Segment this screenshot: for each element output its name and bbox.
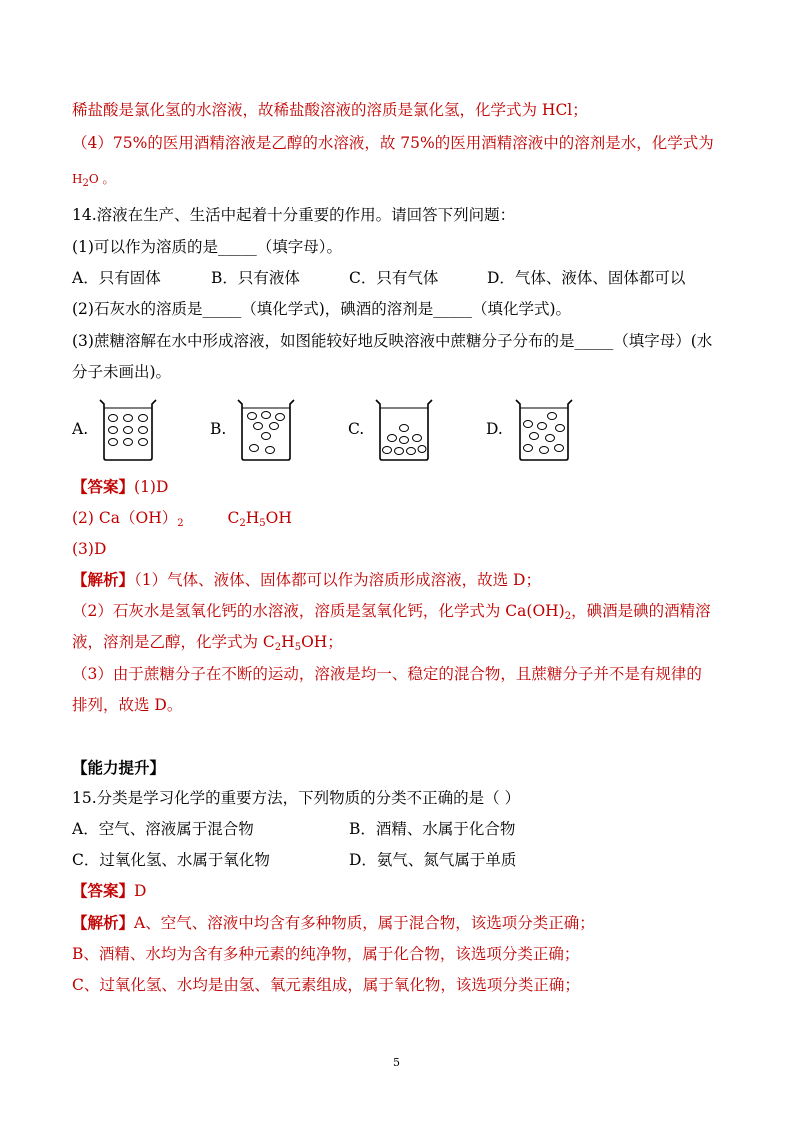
formula-sub: 2: [82, 178, 89, 189]
q14-part3-line2: 分子未画出)。: [72, 363, 172, 381]
q14-part2: (2)石灰水的溶质是_____（填化学式)，碘酒的溶剂是_____（填化学式)。: [72, 300, 572, 318]
q14-option-b: B．只有液体: [211, 269, 300, 287]
q14-analysis-line1: [72, 570, 541, 590]
page-number: 5: [393, 1056, 400, 1069]
prev-answer-line1: 稀盐酸是氯化氢的水溶液，故稀盐酸溶液的溶质是氯化氢，化学式为 HCl；: [72, 101, 588, 119]
q15-option-c: C．过氧化氢、水属于氧化物: [72, 851, 270, 869]
formula-o: O 。: [88, 172, 115, 186]
beaker-label-c: C.: [348, 420, 365, 438]
beaker-c-icon: [374, 398, 434, 462]
q15-option-b: B．酒精、水属于化合物: [349, 820, 516, 838]
beaker-d: [514, 398, 574, 462]
beaker-b-icon: [236, 398, 296, 462]
q14-part1: (1)可以作为溶质的是_____（填字母）。: [72, 238, 342, 256]
q15-analysis-line2: B、酒精、水均为含有多种元素的纯净物，属于化合物，该选项分类正确；: [72, 945, 580, 963]
formula-h: H: [72, 172, 83, 186]
q15-option-d: D．氨气、氮气属于单质: [349, 851, 517, 869]
analysis-1: （1）气体、液体、固体都可以作为溶质形成溶液，故选 D；: [134, 571, 541, 589]
q14-part3-line1: (3)蔗糖溶解在水中形成溶液，如图能较好地反映溶液中蔗糖分子分布的是_____（填字母）(水: [72, 332, 713, 350]
q14-analysis-line2: （2）石灰水是氢氧化钙的水溶液，溶质是氢氧化钙，化学式为 $Ca(OH)_2$，碘酒是碘的酒精溶: [72, 602, 711, 622]
q15-analysis-tag: 【解析】: [72, 913, 135, 932]
beaker-c: [374, 398, 434, 462]
q14-analysis-line4: （3）由于蔗糖分子在不断的运动，溶液是均一、稳定的混合物，且蔗糖分子并不是有规律的: [72, 665, 702, 683]
q14-analysis-line5: 排列，故选 D。: [72, 696, 183, 714]
answer-1: (1)D: [134, 478, 169, 496]
beaker-label-d: D.: [486, 420, 503, 438]
answer-tag: 【答案】: [72, 477, 135, 496]
q15-answer-tag: 【答案】: [72, 881, 135, 900]
q14-option-a: A．只有固体: [72, 269, 161, 287]
q14-option-c: C．只有气体: [349, 269, 439, 287]
q14-analysis-line3: 液，溶剂是乙醇，化学式为 $C_2H_5OH$；: [72, 633, 343, 653]
q15-analysis-line1: 【解析】A、空气、溶液中均含有多种物质，属于混合物，该选项分类正确；: [72, 913, 595, 932]
section-title: 【能力提升】: [72, 758, 166, 777]
q14-answer-line3: (3)D: [72, 540, 107, 558]
q14-option-d: D．气体、液体、固体都可以: [487, 269, 686, 287]
q15-answer-value: D: [134, 882, 147, 900]
q14-answer-line1: [72, 477, 168, 497]
prev-answer-line2: （4）75%的医用酒精溶液是乙醇的水溶液，故 75%的医用酒精溶液中的溶剂是水，化学式为: [72, 134, 714, 152]
q15-stem: 15.分类是学习化学的重要方法，下列物质的分类不正确的是（ ）: [72, 789, 521, 807]
beaker-a: [98, 398, 158, 462]
q15-option-a: A．空气、溶液属于混合物: [72, 820, 254, 838]
beaker-label-b: B.: [210, 420, 227, 438]
beaker-label-a: A.: [72, 420, 89, 438]
q14-answer-line2: [72, 508, 292, 534]
prev-answer-line3: [72, 168, 115, 194]
answer-2-formula-a: (2) Ca（OH）: [72, 509, 178, 527]
q15-analysis-line3: C、过氧化氢、水均是由氢、氧元素组成，属于氧化物，该选项分类正确；: [72, 976, 580, 994]
q14-stem: 14.溶液在生产、生活中起着十分重要的作用。请回答下列问题：: [72, 206, 516, 224]
answer-2-formula-b: $C_2H_5OH$: [227, 509, 292, 529]
analysis-tag: 【解析】: [72, 570, 135, 589]
beaker-b: [236, 398, 296, 462]
beaker-d-icon: [514, 398, 574, 462]
beaker-a-icon: [98, 398, 158, 462]
q15-answer: [72, 881, 146, 901]
answer-2-formula-a-sub: 2: [177, 518, 184, 529]
